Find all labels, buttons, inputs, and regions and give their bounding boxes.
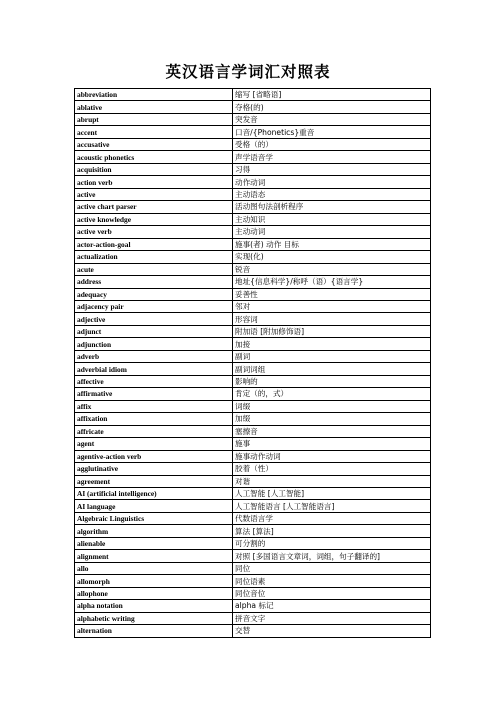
- table-row: [75, 263, 431, 275]
- table-row: [75, 163, 431, 175]
- table-row: [75, 288, 431, 300]
- table-row: [75, 350, 431, 362]
- table-row: [75, 500, 431, 512]
- meaning-cell: 副词: [233, 350, 431, 362]
- meaning-cell: 活动图句法剖析程序: [233, 201, 431, 213]
- term-cell: affective: [75, 375, 233, 387]
- term-cell: acquisition: [75, 163, 233, 175]
- term-cell: AI (artificial intelligence): [75, 488, 233, 500]
- meaning-cell: 妥善性: [233, 288, 431, 300]
- term-cell: adjunction: [75, 338, 233, 350]
- term-cell: agentive-action verb: [75, 450, 233, 462]
- term-cell: allophone: [75, 587, 233, 599]
- page-title: 英汉语言学词汇对照表: [165, 62, 331, 81]
- term-cell: acoustic phonetics: [75, 151, 233, 163]
- table-row: [75, 438, 431, 450]
- meaning-cell: 人工智能语言 [人工智能语言]: [233, 500, 431, 512]
- table-row: [75, 625, 431, 637]
- meaning-cell: 缩写 [省略语]: [233, 89, 431, 101]
- table-row: [75, 425, 431, 437]
- term-cell: active knowledge: [75, 213, 233, 225]
- table-row: [75, 126, 431, 138]
- glossary-table: [74, 88, 431, 638]
- meaning-cell: 地址{信息科学}/称呼（语）{语言学}: [233, 276, 431, 288]
- table-row: [75, 400, 431, 412]
- term-cell: adjacency pair: [75, 300, 233, 312]
- term-cell: ablative: [75, 101, 233, 113]
- table-row: [75, 201, 431, 213]
- term-cell: adverbial idiom: [75, 363, 233, 375]
- meaning-cell: 加缀: [233, 413, 431, 425]
- meaning-cell: 算法 [算法]: [233, 525, 431, 537]
- meaning-cell: 锐音: [233, 263, 431, 275]
- term-cell: actualization: [75, 251, 233, 263]
- meaning-cell: 主动知识: [233, 213, 431, 225]
- table-row: [75, 375, 431, 387]
- table-row: [75, 176, 431, 188]
- meaning-cell: 可分割的: [233, 537, 431, 549]
- table-row: [75, 151, 431, 163]
- term-cell: accent: [75, 126, 233, 138]
- table-row: [75, 89, 431, 101]
- meaning-cell: alpha 标记: [233, 600, 431, 612]
- term-cell: agent: [75, 438, 233, 450]
- term-cell: affirmative: [75, 388, 233, 400]
- meaning-cell: 副词词组: [233, 363, 431, 375]
- table-row: [75, 537, 431, 549]
- table-row: [75, 213, 431, 225]
- meaning-cell: 附加语 [附加修饰语]: [233, 325, 431, 337]
- term-cell: adequacy: [75, 288, 233, 300]
- table-row: [75, 226, 431, 238]
- table-row: [75, 363, 431, 375]
- term-cell: Algebraic Linguistics: [75, 512, 233, 524]
- table-row: [75, 325, 431, 337]
- term-cell: affricate: [75, 425, 233, 437]
- meaning-cell: 同位: [233, 562, 431, 574]
- term-cell: active chart parser: [75, 201, 233, 213]
- term-cell: adverb: [75, 350, 233, 362]
- meaning-cell: 人工智能 [人工智能]: [233, 488, 431, 500]
- glossary-body: [75, 89, 431, 638]
- term-cell: adjective: [75, 313, 233, 325]
- table-row: [75, 600, 431, 612]
- meaning-cell: 主动语态: [233, 188, 431, 200]
- table-row: [75, 251, 431, 263]
- table-row: [75, 188, 431, 200]
- meaning-cell: 影响的: [233, 375, 431, 387]
- table-row: [75, 562, 431, 574]
- term-cell: active verb: [75, 226, 233, 238]
- table-row: [75, 612, 431, 624]
- term-cell: acute: [75, 263, 233, 275]
- table-row: [75, 101, 431, 113]
- table-row: [75, 276, 431, 288]
- term-cell: action verb: [75, 176, 233, 188]
- term-cell: alternation: [75, 625, 233, 637]
- meaning-cell: 受格（的）: [233, 138, 431, 150]
- meaning-cell: 突发音: [233, 113, 431, 125]
- meaning-cell: 口音/{Phonetics}重音: [233, 126, 431, 138]
- meaning-cell: 胶着（性）: [233, 463, 431, 475]
- meaning-cell: 塞擦音: [233, 425, 431, 437]
- term-cell: agreement: [75, 475, 233, 487]
- term-cell: accusative: [75, 138, 233, 150]
- term-cell: affixation: [75, 413, 233, 425]
- meaning-cell: 同位音位: [233, 587, 431, 599]
- meaning-cell: 习得: [233, 163, 431, 175]
- term-cell: abrupt: [75, 113, 233, 125]
- table-row: [75, 550, 431, 562]
- term-cell: actor-action-goal: [75, 238, 233, 250]
- term-cell: alienable: [75, 537, 233, 549]
- table-row: [75, 313, 431, 325]
- term-cell: agglutinative: [75, 463, 233, 475]
- term-cell: alpha notation: [75, 600, 233, 612]
- meaning-cell: 夺格(的): [233, 101, 431, 113]
- meaning-cell: 加接: [233, 338, 431, 350]
- table-row: [75, 413, 431, 425]
- table-row: [75, 488, 431, 500]
- meaning-cell: 肯定（的，式）: [233, 388, 431, 400]
- meaning-cell: 形容词: [233, 313, 431, 325]
- table-row: [75, 475, 431, 487]
- meaning-cell: 施事(者) 动作 目标: [233, 238, 431, 250]
- term-cell: alignment: [75, 550, 233, 562]
- table-row: [75, 525, 431, 537]
- meaning-cell: 施事动作动词: [233, 450, 431, 462]
- meaning-cell: 词缀: [233, 400, 431, 412]
- table-row: [75, 238, 431, 250]
- term-cell: abbreviation: [75, 89, 233, 101]
- meaning-cell: 主动动词: [233, 226, 431, 238]
- term-cell: alphabetic writing: [75, 612, 233, 624]
- table-row: [75, 388, 431, 400]
- term-cell: allomorph: [75, 575, 233, 587]
- meaning-cell: 同位语素: [233, 575, 431, 587]
- term-cell: affix: [75, 400, 233, 412]
- term-cell: active: [75, 188, 233, 200]
- meaning-cell: 邻对: [233, 300, 431, 312]
- meaning-cell: 对照 [多国语言文章词，词组，句子翻译的]: [233, 550, 431, 562]
- table-row: [75, 338, 431, 350]
- term-cell: adjunct: [75, 325, 233, 337]
- term-cell: AI language: [75, 500, 233, 512]
- meaning-cell: 施事: [233, 438, 431, 450]
- table-row: [75, 138, 431, 150]
- table-row: [75, 300, 431, 312]
- term-cell: algorithm: [75, 525, 233, 537]
- table-row: [75, 587, 431, 599]
- table-row: [75, 450, 431, 462]
- meaning-cell: 拼音文字: [233, 612, 431, 624]
- table-row: [75, 113, 431, 125]
- meaning-cell: 交替: [233, 625, 431, 637]
- meaning-cell: 代数语言学: [233, 512, 431, 524]
- meaning-cell: 声学语音学: [233, 151, 431, 163]
- meaning-cell: 动作动词: [233, 176, 431, 188]
- table-row: [75, 463, 431, 475]
- table-row: [75, 512, 431, 524]
- meaning-cell: 实现(化): [233, 251, 431, 263]
- table-row: [75, 575, 431, 587]
- term-cell: allo: [75, 562, 233, 574]
- meaning-cell: 对谐: [233, 475, 431, 487]
- term-cell: address: [75, 276, 233, 288]
